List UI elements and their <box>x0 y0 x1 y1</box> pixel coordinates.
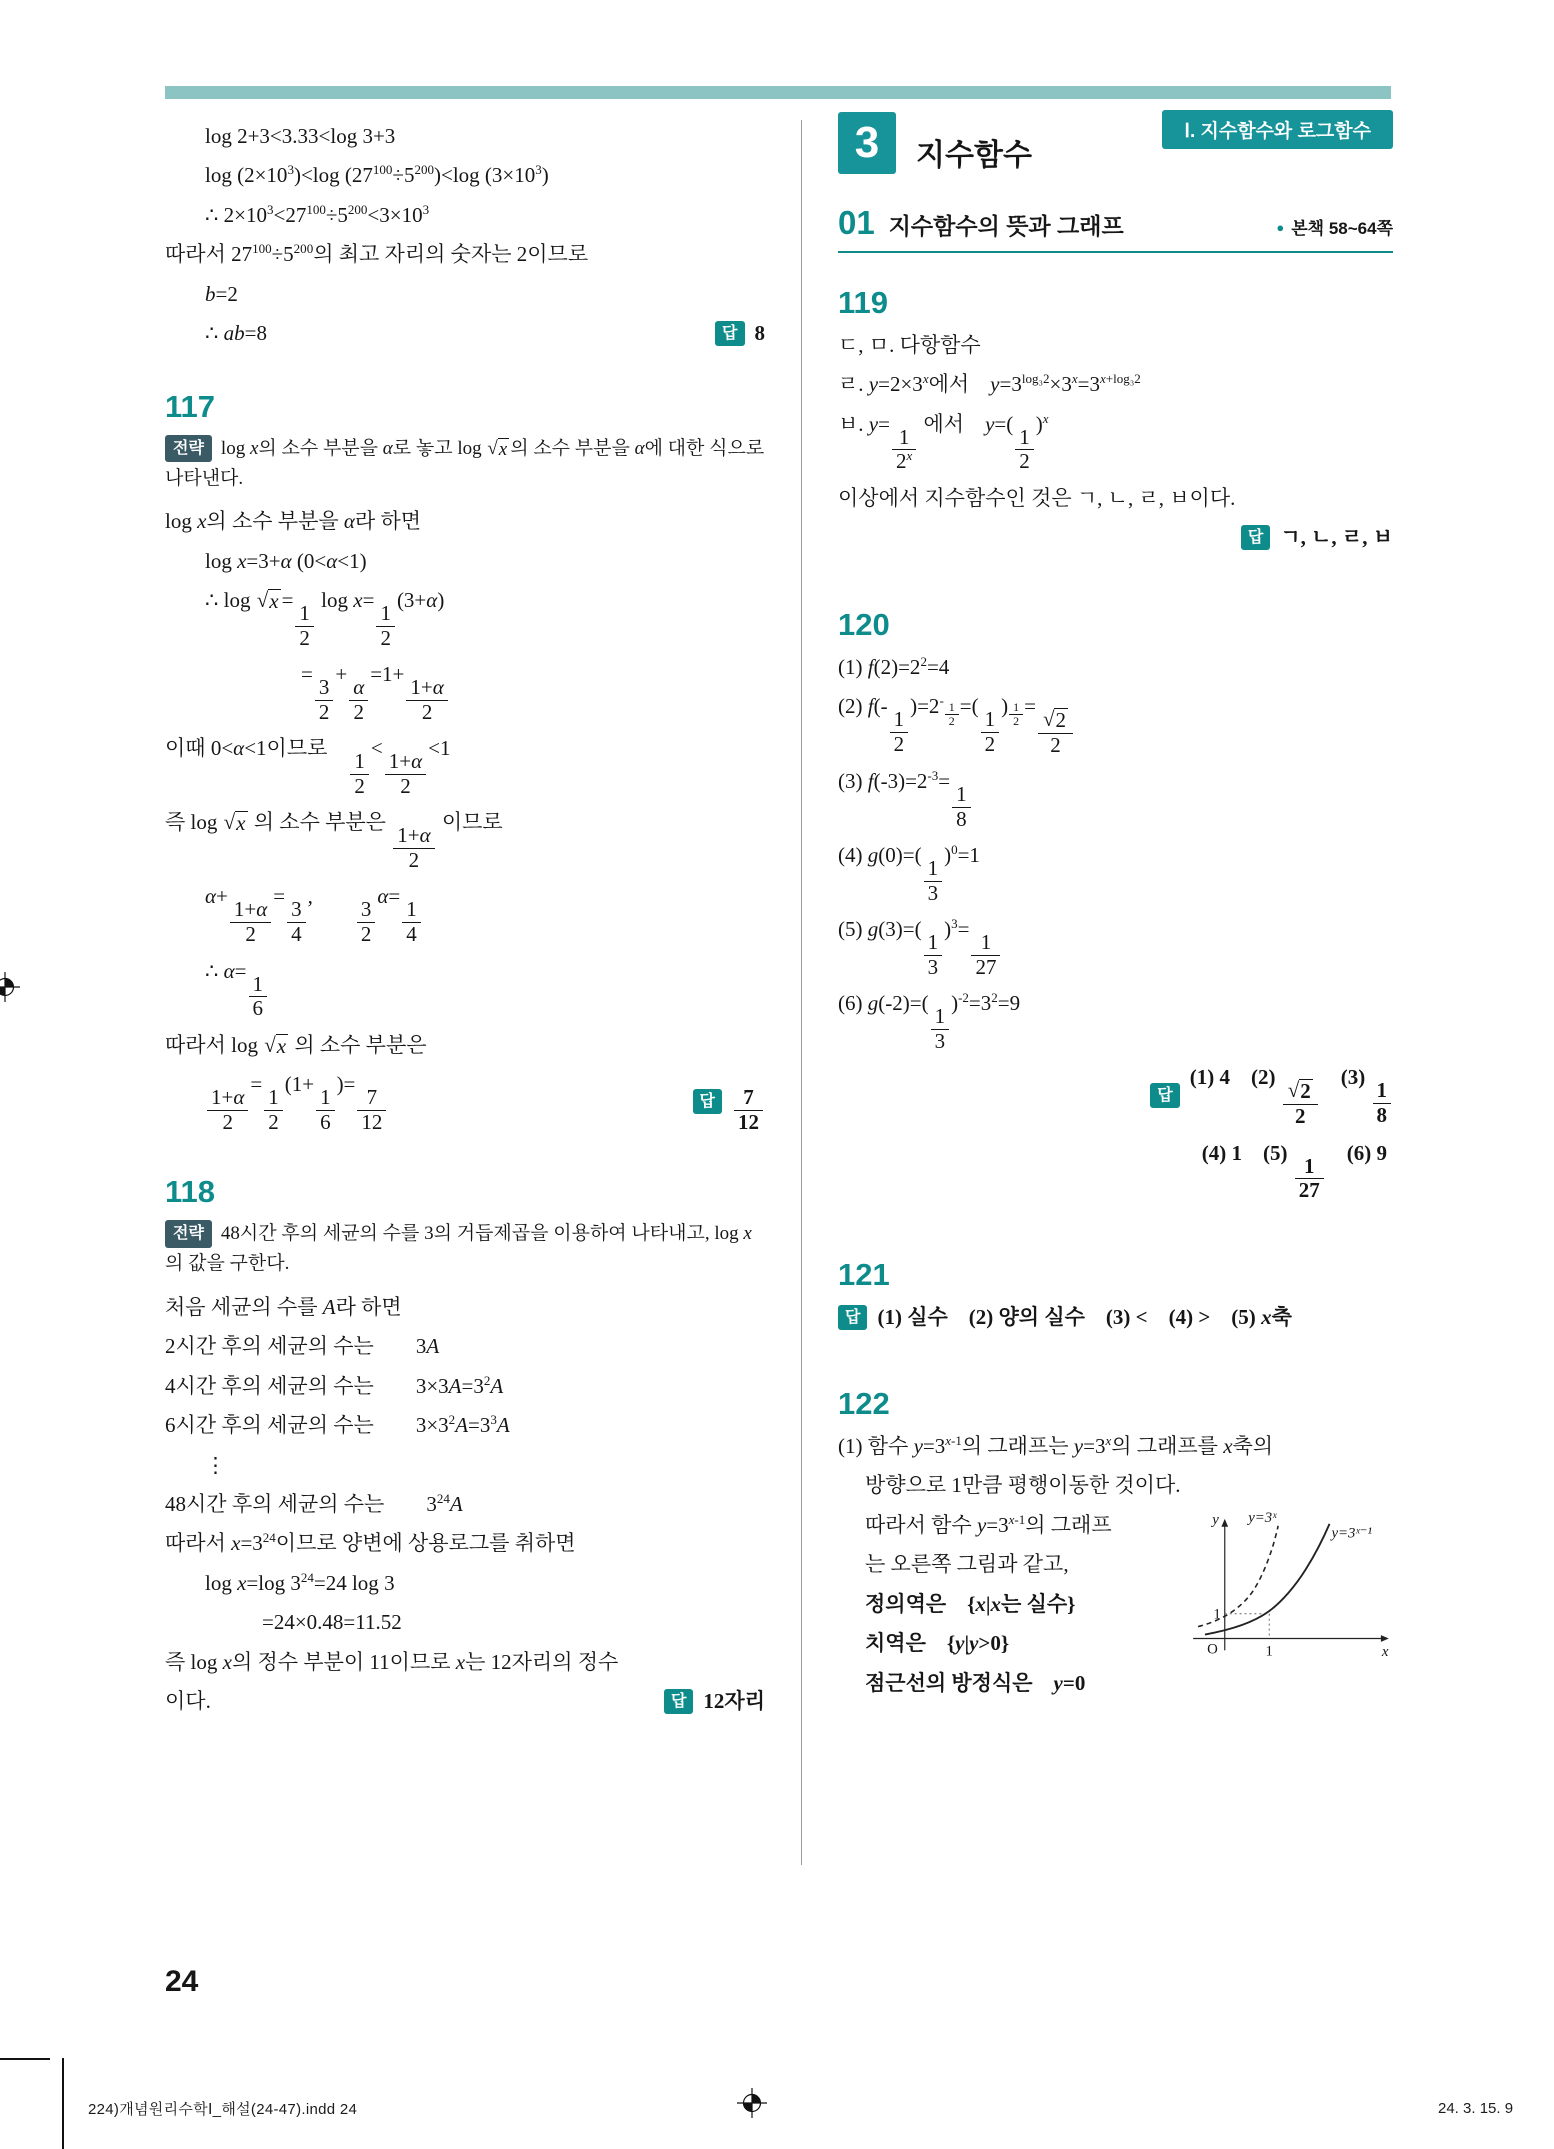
bullet-icon: ● <box>1276 220 1285 235</box>
solution-line: 48시간 후의 세균의 수는 $3^{24}A$ <box>165 1491 463 1517</box>
answer <box>838 522 1393 552</box>
solution-line-with-answer <box>165 1069 765 1134</box>
y-tick-1: 1 <box>1213 1606 1221 1623</box>
solution-line: log x=3+α (0<α<1) <box>205 548 367 573</box>
chapter-header <box>838 104 1393 182</box>
solution-line: ⋮ <box>205 1452 226 1477</box>
solution-line: 이때 0<α<1이므로 $\frac{1}{2}$ < $\frac{1+\alpha}{2}$ <1 <box>165 736 451 798</box>
solution-line: ∴ $2\times 10^3<27^{100}\div 5^{200}<3\times 10^3$ <box>205 201 430 227</box>
problem-number-121: 121 <box>838 1256 890 1292</box>
page-number: 24 <box>165 1965 199 1998</box>
answer-badge: 답 <box>1150 1083 1179 1108</box>
solution-line: (3) $f(-3)=2^{-3}=$ $\frac{1}{8}$ <box>838 766 1393 831</box>
y-axis-label: y <box>1212 1511 1219 1528</box>
solution-line: 즉 log x의 정수 부분이 11이므로 x는 12자리의 정수 <box>165 1649 619 1674</box>
problem-number-117: 117 <box>165 388 216 424</box>
right-column <box>838 104 1393 1707</box>
solution-line: (1) $f(2)=2^2=4$ <box>838 653 950 679</box>
answer-value: $\frac{7}{12}$ <box>732 1069 765 1134</box>
answer-value: (1) 4 (2) √ 2 2 (3) $\frac{1}{8}$ <box>1190 1062 1393 1128</box>
answer <box>838 1138 1393 1203</box>
answer-badge: 답 <box>715 321 744 346</box>
solution-line: 치역은 {y|y>0} <box>865 1631 1010 1656</box>
strategy-box <box>165 1219 765 1280</box>
solution-line: (2) f(- $\frac{1}{2}$ )$=2^{- \frac{1}{2}}$ =( $\frac{1}{2}$ ) $^{\frac{1}{2}}$ = √ 2 2 <box>838 691 1393 757</box>
solution-line: (5) g(3)=( $\frac{1}{3}$ )$^3$= $\frac{1}{27}$ <box>838 914 1393 979</box>
solution-line: α+ $\frac{1+\alpha}{2}$ = $\frac{3}{4}$ , $\frac{3}{2}$ α= $\frac{1}{4}$ <box>165 881 765 946</box>
origin-label: O <box>1207 1641 1218 1658</box>
strategy-badge: 전략 <box>165 435 212 463</box>
solution-line: log x의 소수 부분을 α라 하면 <box>165 509 422 534</box>
column-divider <box>801 120 802 1865</box>
text-with-figure <box>838 1510 1393 1707</box>
solution-line: 2시간 후의 세균의 수는 3A <box>165 1334 440 1359</box>
answer-value: (1) 실수 (2) 양의 실수 (3) < (4) > (5) x축 <box>877 1304 1292 1329</box>
solution-line-with-answer <box>165 318 765 348</box>
solution-line: 이다. <box>165 1689 211 1714</box>
imprint-filename: 224)개념원리수학Ⅰ_해설(24-47).indd 24 <box>88 2101 358 2118</box>
strategy-badge: 전략 <box>165 1220 212 1248</box>
chapter-number-box: 3 <box>838 112 896 174</box>
answer-value: 8 <box>754 321 765 346</box>
curve-y-3-pow-x-minus-1 <box>1205 1524 1330 1635</box>
registration-mark <box>0 972 20 1007</box>
solution-line: (1) 함수 $y=3^{x-1}$의 그래프는 $y=3^x$의 그래프를 x축의 <box>838 1433 1274 1458</box>
strategy-text: 48시간 후의 세균의 수를 3의 거듭제곱을 이용하여 나타내고, log x의 값을 구한다. <box>165 1223 752 1275</box>
solution-line: 처음 세균의 수를 A라 하면 <box>165 1294 402 1319</box>
strategy-box <box>165 434 765 495</box>
unit-banner: Ⅰ. 지수함수와 로그함수 <box>1162 110 1393 149</box>
solution-line: 따라서 $27^{100}\div 5^{200}$의 최고 자리의 숫자는 2이므로 <box>165 241 589 267</box>
x-axis-label: x <box>1381 1644 1389 1661</box>
solution-line: $\log (2\times 10^3)<\log$ $(27^{100}\div 5^{200})<\log$ $(3\times 10^3)$ <box>205 162 549 188</box>
solution-line: $\frac{1+\alpha}{2}$ = $\frac{1}{2}$ (1+ $\frac{1}{6}$ )= $\frac{7}{12}$ <box>205 1069 388 1134</box>
answer <box>715 318 765 348</box>
solution-line: 따라서 함수 $y=3^{x-1}$의 그래프 <box>865 1511 1112 1537</box>
solution-line: 이상에서 지수함수인 것은 ㄱ, ㄴ, ㄹ, ㅂ이다. <box>838 485 1236 510</box>
solution-line: 4시간 후의 세균의 수는 $3\times 3A=3^2A$ <box>165 1372 504 1398</box>
solution-line: ∴ α= $\frac{1}{6}$ <box>165 956 765 1021</box>
solution-line: log x=log $3^{24}=24$ log 3 <box>205 1569 395 1595</box>
answer <box>664 1686 765 1716</box>
graph-canvas <box>1185 1510 1393 1678</box>
solution-line: (6) g(-2)=( $\frac{1}{3}$ )$^{-2}=3^2=9$ <box>838 990 1021 1053</box>
solution-line: b=2 <box>205 281 238 306</box>
problem-number-120: 120 <box>838 606 890 642</box>
solution-line: 정의역은 {x|x는 실수} <box>865 1591 1076 1616</box>
solution-line: (4) g(0)=( $\frac{1}{3}$ )$^0$=1 <box>838 842 980 905</box>
section-title: 지수함수의 뜻과 그래프 <box>888 213 1124 239</box>
answer-badge: 답 <box>838 1305 867 1330</box>
answer-value: ㄱ, ㄴ, ㄹ, ㅂ <box>1280 525 1393 550</box>
section-number: 01 <box>838 204 875 241</box>
solution-line: ㄷ, ㅁ. 다항함수 <box>838 333 981 357</box>
answer <box>693 1069 765 1134</box>
chapter-title: 지수함수 <box>916 139 1032 172</box>
answer <box>838 1062 1393 1128</box>
solution-line: 따라서 $x=3^{24}$이므로 양변에 상용로그를 취하면 <box>165 1530 576 1556</box>
answer-badge: 답 <box>693 1089 722 1114</box>
problem-number-119: 119 <box>838 285 889 320</box>
solution-line: 따라서 log √ x 의 소수 부분은 <box>165 1032 427 1058</box>
section-page-ref <box>1276 214 1393 239</box>
answer-value: 12자리 <box>703 1689 765 1714</box>
crop-mark <box>0 2058 50 2060</box>
section-ref-text: 본책 58~64쪽 <box>1291 219 1393 238</box>
solution-line: 즉 log √ x 의 소수 부분은 $\frac{1+\alpha}{2}$ 이므로 <box>165 810 503 872</box>
problem-number-118: 118 <box>165 1174 216 1210</box>
solution-line-with-answer <box>165 1686 765 1716</box>
x-tick-1: 1 <box>1265 1643 1273 1660</box>
registration-mark <box>737 2088 767 2123</box>
answer <box>838 1302 1393 1332</box>
solution-line: ㅂ. y= $\frac{1}{2^x}$ 에서 y=( $\frac{1}{2}$ )$^x$ <box>838 410 1049 474</box>
strategy-text: log x의 소수 부분을 α로 놓고 log √ x 의 소수 부분을 α에 대한 식으로 나타낸다. <box>165 437 765 490</box>
solution-line: log 2+3<3.33<log 3+3 <box>205 124 396 148</box>
solution-line: ∴ ab=8 <box>205 321 267 346</box>
answer-value: (4) 1 (5) $\frac{1}{27}$ (6) 9 <box>1201 1140 1387 1203</box>
top-accent-bar <box>165 86 1391 99</box>
solution-line: 6시간 후의 세균의 수는 $3\times 3^2A=3^3A$ <box>165 1412 510 1438</box>
answer-badge: 답 <box>1241 525 1270 550</box>
solution-line: 는 오른쪽 그림과 같고, <box>865 1552 1069 1577</box>
solution-line: =24×0.48=11.52 <box>262 1610 402 1635</box>
solution-line: ∴ log √ x = $\frac{1}{2}$ log x= $\frac{1}{2}$ (3+α) <box>205 588 445 650</box>
curve-y-3-pow-x <box>1198 1526 1278 1627</box>
solution-line: 방향으로 1만큼 평행이동한 것이다. <box>865 1473 1181 1498</box>
solution-line: ㄹ. $y=2\times 3^x$에서 $y=3^{log_32}\times 3^x=3^{x+log_32}$ <box>838 371 1141 397</box>
crop-mark <box>62 2058 64 2149</box>
solid-curve-label: y=3ˣ⁻¹ <box>1331 1525 1372 1542</box>
dashed-curve-label: y=3ˣ <box>1248 1509 1277 1526</box>
answer-badge: 답 <box>664 1689 693 1714</box>
problem-number-122: 122 <box>838 1386 890 1421</box>
left-column <box>165 112 765 1726</box>
exponential-graph <box>1185 1510 1393 1683</box>
print-date: 24. 3. 15. 9 <box>1438 2100 1514 2117</box>
solution-line: = $\frac{3}{2}$ + $\frac{\alpha}{2}$ =1+ $\frac{1+\alpha}{2}$ <box>165 659 765 724</box>
solution-line: 점근선의 방정식은 y=0 <box>865 1670 1086 1695</box>
section-header <box>838 206 1393 253</box>
